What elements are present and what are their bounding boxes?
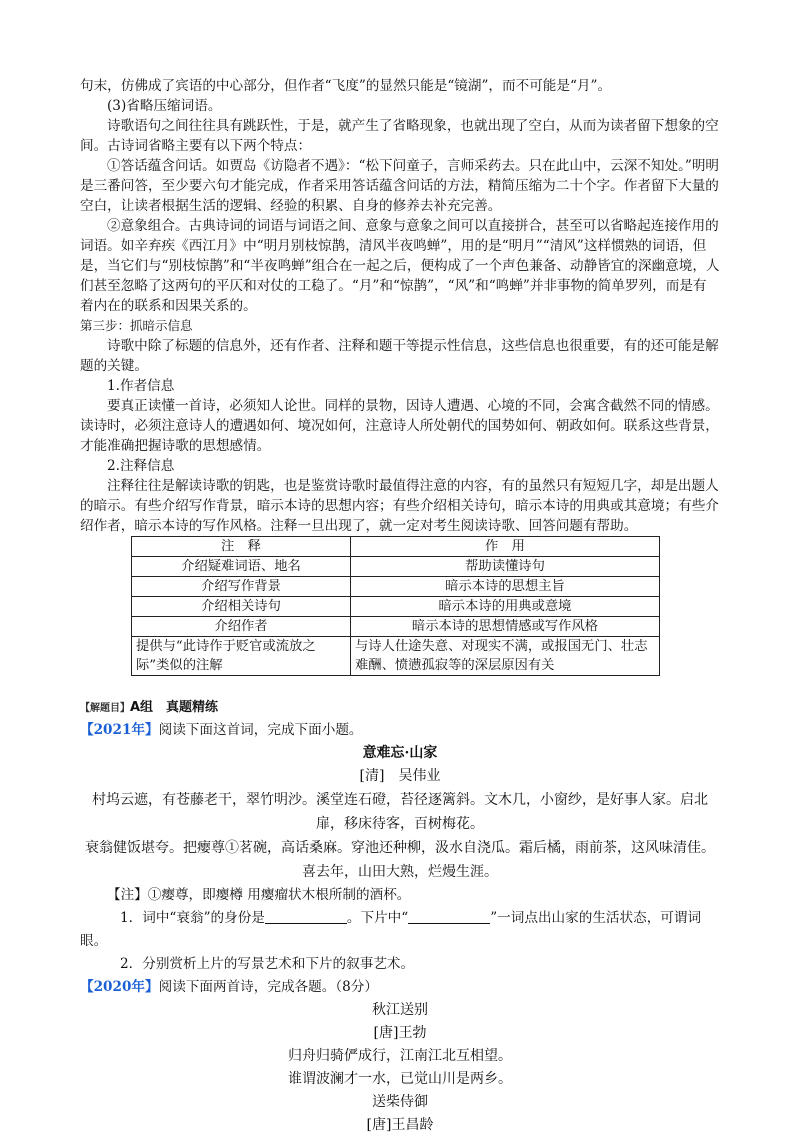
column-header: 作 用 <box>351 537 660 557</box>
answer-blank[interactable] <box>408 909 490 924</box>
table-cell: 暗示本诗的用典或意境 <box>351 597 660 617</box>
question-instruction: 阅读下面这首词，完成下面小题。 <box>158 722 363 738</box>
poem-stanza: 村坞云遮，有苍藤老干，翠竹明沙。溪堂连石磴，苔径逐篱斜。文木几，小窗纱，是好事人家。启北扉，移床待客，百树梅花。 <box>92 792 708 832</box>
year-badge: 【2021年】 <box>80 722 159 738</box>
section-tag: 【解题目】 <box>80 703 130 714</box>
paragraph: ②意象组合。古典诗词的词语与词语之间、意象与意象之间可以直接拼合，甚至可以省略起连接作用的词语。如辛弃疾《西江月》中“明月别枝惊鹊，清风半夜鸣蝉”，用的是“明月”“清风”这样惯熟的词语，但是，当它们与“别枝惊鹊”和“半夜鸣蝉”组合在一起之后，便构成了一个声色兼备、动静皆宜的深幽意境，人们甚至忽略了这两句的平仄和对仗的工稳了。“月”和“惊鹊”，“风”和“鸣蝉”并非事物的简单罗列，而是有着内在的联系和因果关系的。 <box>80 218 720 314</box>
column-header: 注 释 <box>132 537 351 557</box>
poem-author <box>80 765 720 788</box>
paragraph: 诗歌语句之间往往具有跳跃性，于是，就产生了省略现象，也就出现了空白，从而为读者留下想象的空间。古诗词省略主要有以下两个特点： <box>80 118 719 154</box>
poem-title: 送柴侍御 <box>372 1094 428 1110</box>
year-badge: 【2020年】 <box>80 979 159 995</box>
subsection-heading: (3)省略压缩词语。 <box>107 98 222 114</box>
table-row <box>132 557 660 577</box>
poem-stanza: 衰翁健饭堪夸。把瘿尊①茗碗，高话桑麻。穿池还种柳，汲水自浇瓜。霜后橘，雨前茶，这风味清佳。喜去年，山田大熟，烂熳生涯。 <box>85 840 715 880</box>
poem-dynasty: [清] <box>359 768 385 784</box>
paragraph: 句末，仿佛成了宾语的中心部分，但作者“飞度”的显然只能是“镜湖”，而不可能是“月”。 <box>80 78 612 94</box>
table-cell: 提供与“此诗作于贬官或流放之际”类似的注解 <box>132 637 351 676</box>
table-cell: 帮助读懂诗句 <box>351 557 660 577</box>
table-row <box>132 617 660 637</box>
paragraph: 要真正读懂一首诗，必须知人论世。同样的景物，因诗人遭遇、心境的不同，会寓含截然不同的情感。读诗时，必须注意诗人的遭遇如何、境况如何，注意诗人所处朝代的国势如何、朝政如何。联系这些背景，才能准确把握诗歌的思想感情。 <box>80 398 719 454</box>
table-cell: 暗示本诗的思想主旨 <box>351 577 660 597</box>
table-header-row <box>132 537 660 557</box>
table-row <box>132 597 660 617</box>
table-cell: 介绍相关诗句 <box>132 597 351 617</box>
table-cell: 介绍疑难词语、地名 <box>132 557 351 577</box>
paragraph: 注释往往是解读诗歌的钥匙，也是鉴赏诗歌时最值得注意的内容，有的虽然只有短短几字，却是出题人的暗示。有些介绍写作背景，暗示本诗的思想内容；有些介绍相关诗句，暗示本诗的用典或其意境；有些介绍作者，暗示本诗的写作风格。注释一旦出现了，就一定对考生阅读诗歌、回答问题有帮助。 <box>80 478 719 534</box>
table-cell: 介绍写作背景 <box>132 577 351 597</box>
table-cell: 暗示本诗的思想情感或写作风格 <box>351 617 660 637</box>
poem-line: 谁谓波澜才一水，已觉山川是两乡。 <box>288 1071 512 1087</box>
poem-author: [唐]王勃 <box>373 1025 427 1041</box>
paragraph: 诗歌中除了标题的信息外，还有作者、注释和题干等提示性信息，这些信息也很重要，有的还可能是解题的关键。 <box>80 338 719 374</box>
annotation-table <box>131 536 660 676</box>
subsection-heading: 2.注释信息 <box>107 458 175 474</box>
question-item: 1．词中“衰翁”的身份是 。下片中“ ”一词点出山家的生活状态，可谓词眼。 <box>80 910 702 949</box>
section-heading <box>80 698 720 719</box>
poem-title: 意难忘·山家 <box>362 745 438 761</box>
table-cell: 介绍作者 <box>132 617 351 637</box>
section-title: A组 真题精练 <box>130 700 219 715</box>
paragraph: ①答话蕴含问话。如贾岛《访隐者不遇》：“松下问童子，言师采药去。只在此山中，云深不知处。”明明是三番问答，至少要六句才能完成，作者采用答话蕴含问话的方法，精简压缩为二十个字。作者留下大量的空白，让读者根据生活的逻辑、经验的积累、自身的修养去补充完善。 <box>80 158 720 214</box>
answer-blank[interactable] <box>265 909 347 924</box>
table-row <box>132 637 660 676</box>
question-intro <box>80 719 720 742</box>
question-item: 2．分别赏析上片的写景艺术和下片的叙事艺术。 <box>120 956 415 972</box>
poem-title: 秋江送别 <box>372 1002 428 1018</box>
poem-author: [唐]王昌龄 <box>366 1117 434 1133</box>
footnote: 【注】①瘿尊，即瘿樽 用瘿瘤状木根所制的酒杯。 <box>107 887 411 903</box>
question-instruction: 阅读下面两首诗，完成各题。（8分） <box>158 979 378 995</box>
question-intro <box>80 976 720 999</box>
table-row <box>132 577 660 597</box>
poem-author-name: 吴伟业 <box>398 768 441 784</box>
subsection-heading: 1.作者信息 <box>107 378 175 394</box>
poem-line: 归舟归骑俨成行，江南江北互相望。 <box>288 1048 512 1064</box>
step-heading: 第三步：抓暗示信息 <box>80 318 193 333</box>
document-page <box>80 76 720 1137</box>
table-cell: 与诗人仕途失意、对现实不满，或报国无门、壮志难酬、愤懑孤寂等的深层原因有关 <box>351 637 660 676</box>
